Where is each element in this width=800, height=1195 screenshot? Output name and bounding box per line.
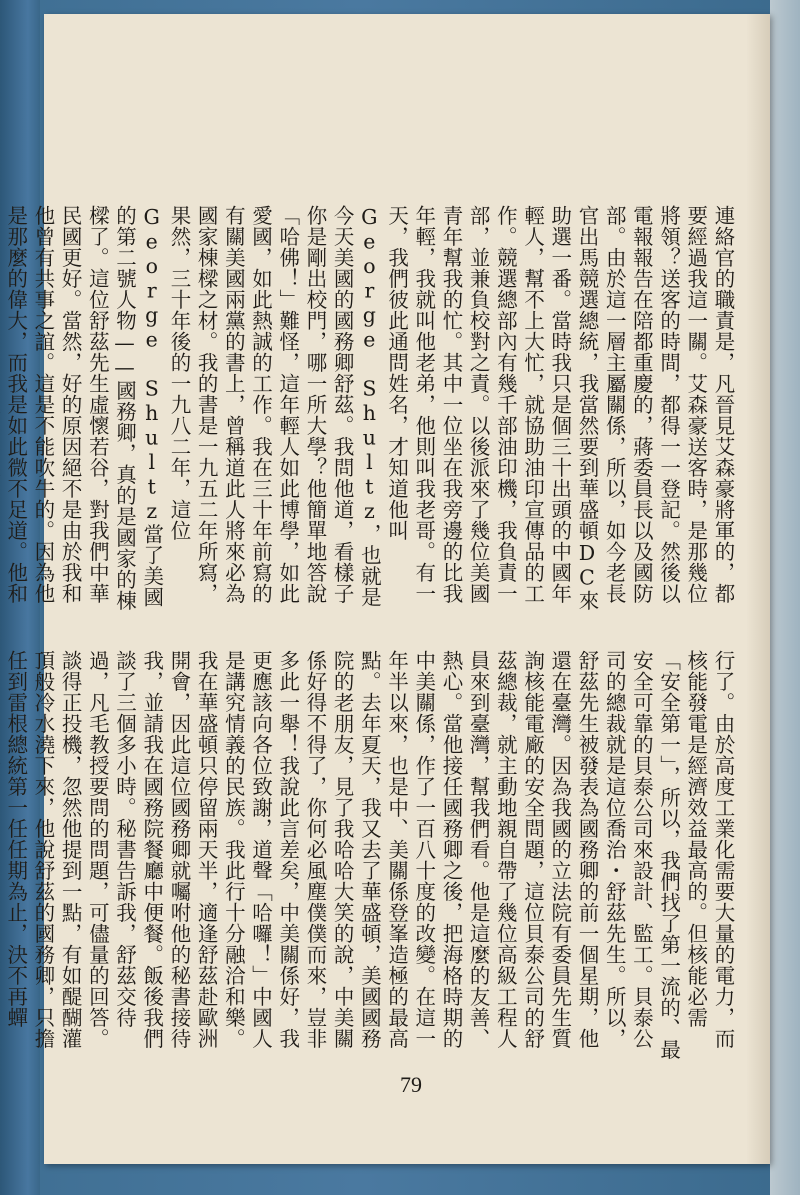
upper-text-block: 連絡官的職責是，凡晉見艾森豪將軍的，都要經過我這一關。艾森豪送客時，是那幾位將領？送客的時間，都得一一登記。然後以電報報告在陪都重慶的，蔣委員長以及國防部。由於這一層主屬關係，所以，如今老長官出馬競選總統，我當然要到華盛頓DC來助選一番。當時我只是個三十出頭的中國年輕人，幫不上大忙，就協助油印宣傳品的工作。競選總部內有幾千部油印機，我負責一部，並兼負校對之責。以後派來了幾位美國青年幫我的忙。其中一位坐在我旁邊的比我年輕，我就叫他老弟，他則叫我老哥。有一天，我們彼此通問姓名，才知道他叫George Shultz，也就是今天美國的國務卿舒茲。我問他道，看樣子你是剛出校門，哪一所大學？他簡單地答說「哈佛！」難怪，這年輕人如此博學，如此愛國，如此熱誠的工作。我在三十年前寫的有關美國兩黨的書上，曾稱道此人將來必為國家棟樑之材。我的書是一九五二年所寫，果然，三十年後的一九八二年，這位George Shultz當了美國的第二號人物——國務卿，真的是國家的棟樑了。這位舒茲先生虛懷若谷，對我們中華民國更好。當然，好的原因絕不是由於我和他曾有共事之誼。這是不能吹牛的。因為他是那麼的偉大，而我是如此微不足道。他和 — [3, 205, 735, 611]
lower-text-block: 行了。由於高度工業化需要大量的電力，而核能發電是經濟效益最高的。但核能必需「安全第一」，所以，我們找了第一流的、最安全可靠的貝泰公司來設計、監工。貝泰公司的總裁就是這位喬治・舒茲先生。所以，舒茲先生被發表為國務卿的前一個星期，他還在臺灣。因為我國的立法院有委員先生質詢核能電廠的安全問題，這位貝泰公司的舒茲總裁，就主動地親自帶了幾位高級工程人員來到臺灣，幫我們看。他是這麼的友善、熱心。當他接任國務卿之後，把海格時期的中美關係，作了一百八十度的改變。在這一年半以來，也是中、美關係登峯造極的最高點。去年夏天，我又去了華盛頓，美國國務院的老朋友，見了我哈哈大笑的說，中美關係好得不得了，你何必風塵僕僕而來，豈非多此一舉！我說此言差矣，中美關係好，我更應該向各位致謝，道聲「哈囉！」中國人是講究情義的民族。我此行十分融洽和樂。我在華盛頓只停留兩天半，適逢舒茲赴歐洲開會，因此這位國務卿就囑咐他的秘書接待我，並請我在國務院餐廳中便餐。飯後我們談了三個多小時。秘書告訴我，舒茲交待過，凡毛教授要問的問題，可儘量的回答。談得正投機，忽然他提到一點，有如醍醐灌頂般冷水澆下來，他說舒茲的國務卿，只擔任到雷根總統第一任任期為止，決不再蟬 — [3, 650, 735, 1060]
page-gutter-shade — [746, 14, 770, 1164]
book-spine-strip — [770, 0, 800, 1195]
page-number: 79 — [400, 1072, 422, 1097]
